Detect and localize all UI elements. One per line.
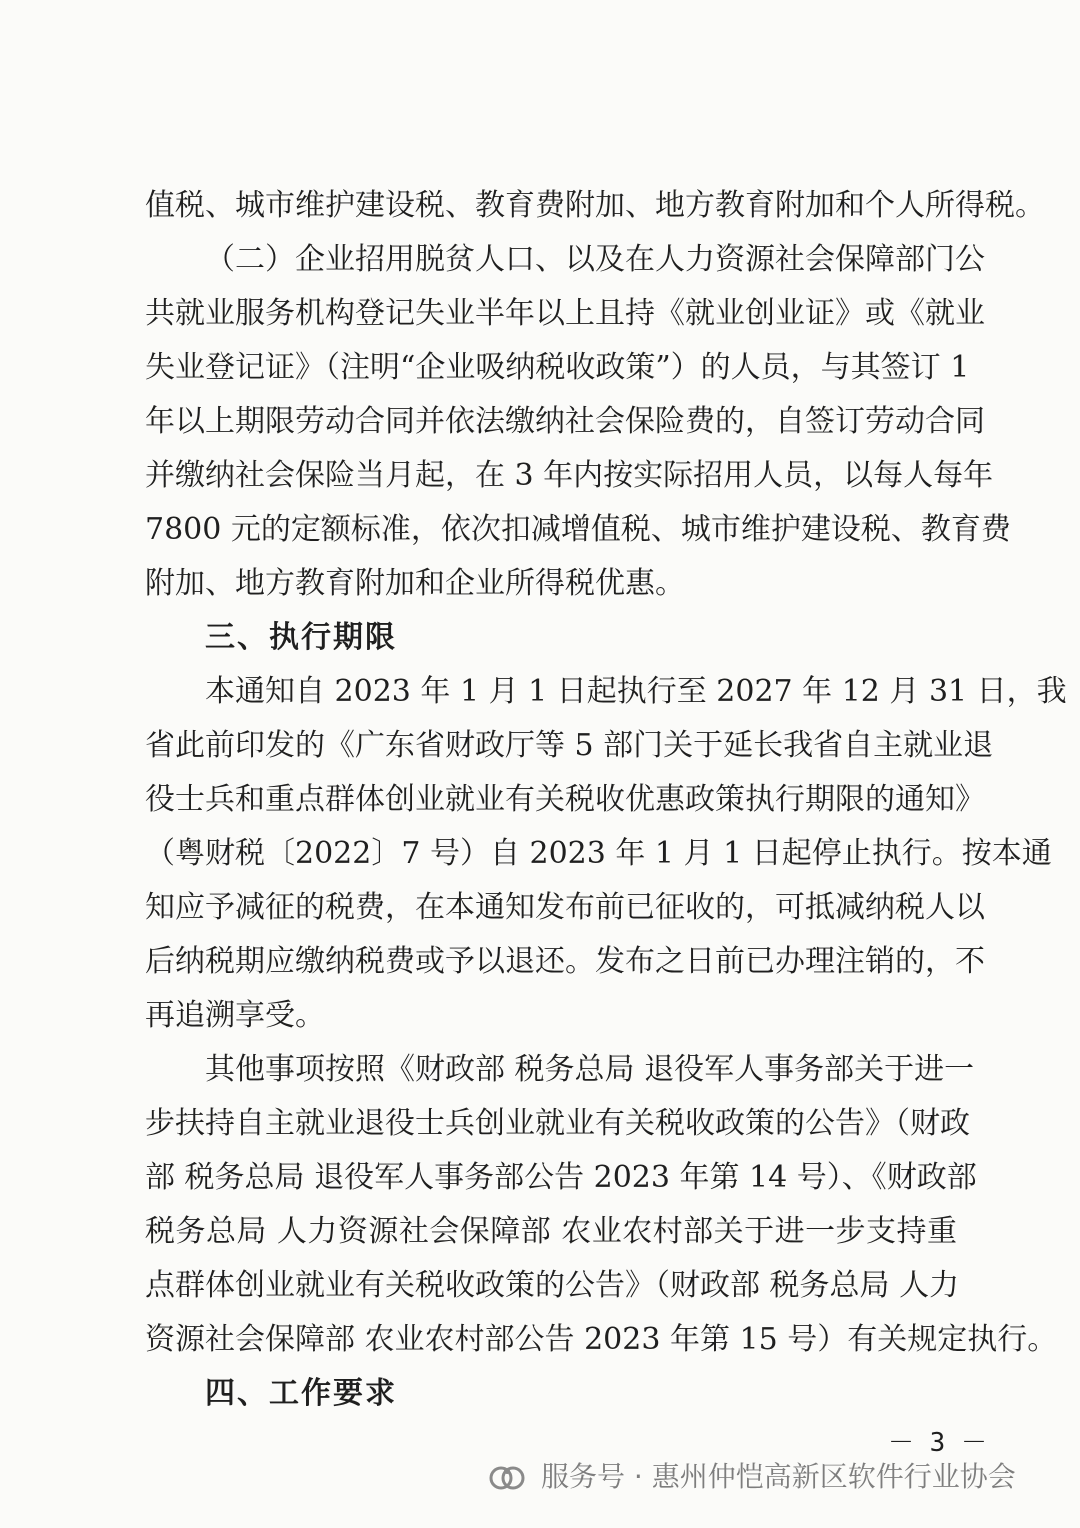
body-line: 并缴纳社会保险当月起，在 3 年内按实际招用人员，以每人每年	[145, 458, 994, 493]
body-line: 失业登记证》（注明“企业吸纳税收政策”）的人员，与其签订 1	[145, 350, 970, 385]
watermark	[485, 1452, 1065, 1502]
body-line: 资源社会保障部 农业农村部公告 2023 年第 15 号）有关规定执行。	[145, 1322, 1058, 1357]
body-line: （二）企业招用脱贫人口、以及在人力资源社会保障部门公	[205, 242, 985, 277]
body-line: 附加、地方教育附加和企业所得税优惠。	[145, 566, 685, 601]
body-line: 步扶持自主就业退役士兵创业就业有关税收政策的公告》（财政	[145, 1106, 970, 1141]
body-line: 部 税务总局 退役军人事务部公告 2023 年第 14 号）、《财政部	[145, 1160, 977, 1195]
body-line: 其他事项按照《财政部 税务总局 退役军人事务部关于进一	[205, 1052, 975, 1087]
body-line: 税务总局 人力资源社会保障部 农业农村部关于进一步支持重	[145, 1214, 957, 1249]
body-line: 年以上期限劳动合同并依法缴纳社会保险费的，自签订劳动合同	[145, 404, 985, 439]
body-line: （粤财税〔2022〕7 号）自 2023 年 1 月 1 日起停止执行。按本通	[145, 836, 1052, 871]
section-heading: 三、执行期限	[205, 620, 397, 655]
body-line: 役士兵和重点群体创业就业有关税收优惠政策执行期限的通知》	[145, 782, 985, 817]
page-number: － 3 －	[888, 1428, 987, 1458]
body-line: 知应予减征的税费，在本通知发布前已征收的，可抵减纳税人以	[145, 890, 985, 925]
body-line: 再追溯享受。	[145, 998, 325, 1033]
body-line: 后纳税期应缴纳税费或予以退还。发布之日前已办理注销的，不	[145, 944, 985, 979]
body-line: 值税、城市维护建设税、教育费附加、地方教育附加和个人所得税。	[145, 188, 1045, 223]
body-line: 7800 元的定额标准，依次扣减增值税、城市维护建设税、教育费	[145, 512, 1011, 547]
body-line: 点群体创业就业有关税收政策的公告》（财政部 税务总局 人力	[145, 1268, 960, 1303]
section-heading: 四、工作要求	[205, 1376, 397, 1411]
body-line: 省此前印发的《广东省财政厅等 5 部门关于延长我省自主就业退	[145, 728, 994, 763]
body-line: 共就业服务机构登记失业半年以上且持《就业创业证》或《就业	[145, 296, 985, 331]
body-line: 本通知自 2023 年 1 月 1 日起执行至 2027 年 12 月 31 日，我	[205, 674, 1067, 709]
watermark-text: 服务号 · 惠州仲恺高新区软件行业协会	[541, 1460, 1016, 1493]
wechat-official-account-icon	[485, 1455, 529, 1499]
